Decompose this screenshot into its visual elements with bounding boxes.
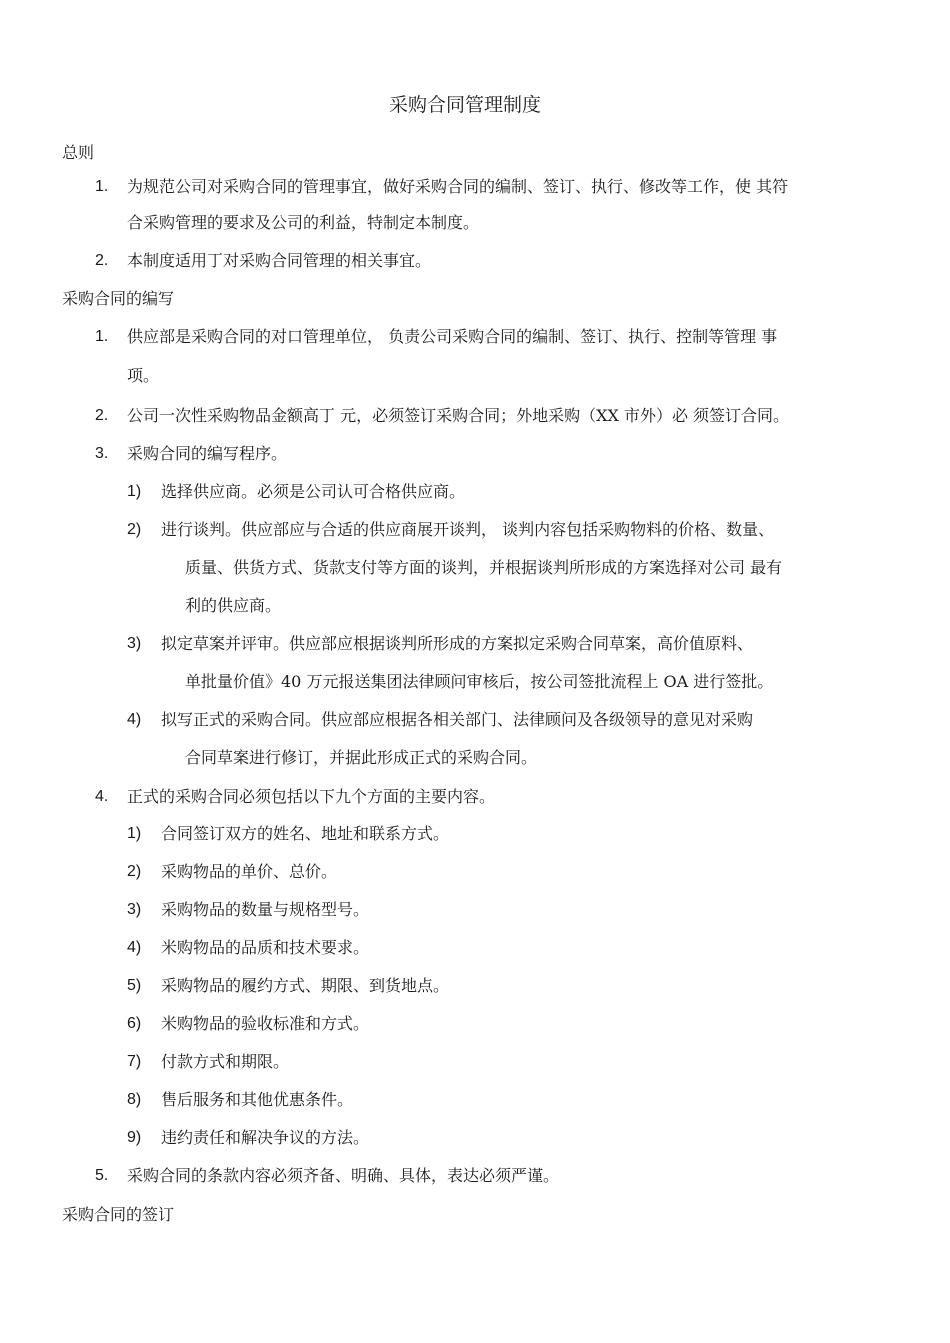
sub-item-text: 拟定草案并评审。供应部应根据谈判所形成的方案拟定采购合同草案，高价值原料、 [161,634,754,653]
sub-item-text-continued: 质量、供货方式、货款支付等方面的谈判，并根据谈判所形成的方案选择对公司 最有 [185,558,783,577]
sub-item-number: 1) [127,483,142,500]
sub-item-text-continued: 单批量价值》40 万元报送集团法律顾问审核后，按公司签批流程上 OA 进行签批。 [185,672,774,691]
sub-item-text-continued: 利的供应商。 [185,596,282,615]
sub-item-number: 8) [127,1091,142,1108]
document-title: 采购合同管理制度 [388,94,541,116]
item-number: 2. [95,407,109,424]
sub-item-number: 3) [127,635,142,652]
sub-item-text: 售后服务和其他优惠条件。 [161,1090,354,1109]
section-heading-writing: 采购合同的编写 [62,289,175,308]
sub-item-text: 米购物品的品质和技术要求。 [161,938,370,957]
sub-item-text: 米购物品的验收标准和方式。 [161,1014,370,1033]
item-number: 2. [95,252,109,269]
sub-item-number: 6) [127,1015,142,1032]
item-text-continued: 项。 [127,366,160,385]
sub-item-number: 9) [127,1129,142,1146]
sub-item-number: 1) [127,825,142,842]
item-number: 1. [95,178,109,195]
sub-item-number: 4) [127,711,142,728]
item-text: 本制度适用丁对采购合同管理的相关事宜。 [127,251,432,270]
sub-item-number: 7) [127,1053,142,1070]
section-heading-general: 总则 [62,143,95,162]
sub-item-text: 违约责任和解决争议的方法。 [161,1128,370,1147]
sub-item-text: 采购物品的履约方式、期限、到货地点。 [161,976,450,995]
sub-item-text-continued: 合同草案进行修订，并据此形成正式的采购合同。 [185,748,538,767]
sub-item-text: 付款方式和期限。 [161,1052,290,1071]
sub-item-number: 3) [127,901,142,918]
sub-item-text: 采购物品的数量与规格型号。 [161,900,370,919]
sub-item-number: 2) [127,521,142,538]
item-text: 公司一次性采购物品金额高丁 元，必须签订采购合同；外地采购（XX 市外）必 须签订合同。 [127,406,790,425]
sub-item-number: 2) [127,863,142,880]
item-text: 为规范公司对采购合同的管理事宜，做好采购合同的编制、签订、执行、修改等工作，使 其符 [127,177,789,196]
item-text: 正式的采购合同必须包括以下九个方面的主要内容。 [127,787,496,806]
sub-item-number: 5) [127,977,142,994]
item-number: 3. [95,445,109,462]
item-text: 采购合同的编写程序。 [127,444,288,463]
item-number: 1. [95,328,109,345]
item-text: 供应部是采购合同的对口管理单位， 负责公司采购合同的编制、签订、执行、控制等管理 事 [127,327,778,346]
item-text: 采购合同的条款内容必须齐备、明确、具体，表达必须严谨。 [127,1166,560,1185]
sub-item-number: 4) [127,939,142,956]
sub-item-text: 采购物品的单价、总价。 [161,862,338,881]
section-heading-signing: 采购合同的签订 [62,1205,175,1224]
sub-item-text: 选择供应商。必须是公司认可合格供应商。 [161,482,466,501]
sub-item-text: 合同签订双方的姓名、地址和联系方式。 [161,824,450,843]
sub-item-text: 进行谈判。供应部应与合适的供应商展开谈判， 谈判内容包括采购物料的价格、数量、 [161,520,775,539]
sub-item-text: 拟写正式的采购合同。供应部应根据各相关部门、法律顾问及各级领导的意见对采购 [161,710,754,729]
item-number: 4. [95,788,109,805]
item-text-continued: 合采购管理的要求及公司的利益，特制定本制度。 [127,213,480,232]
item-number: 5. [95,1167,109,1184]
